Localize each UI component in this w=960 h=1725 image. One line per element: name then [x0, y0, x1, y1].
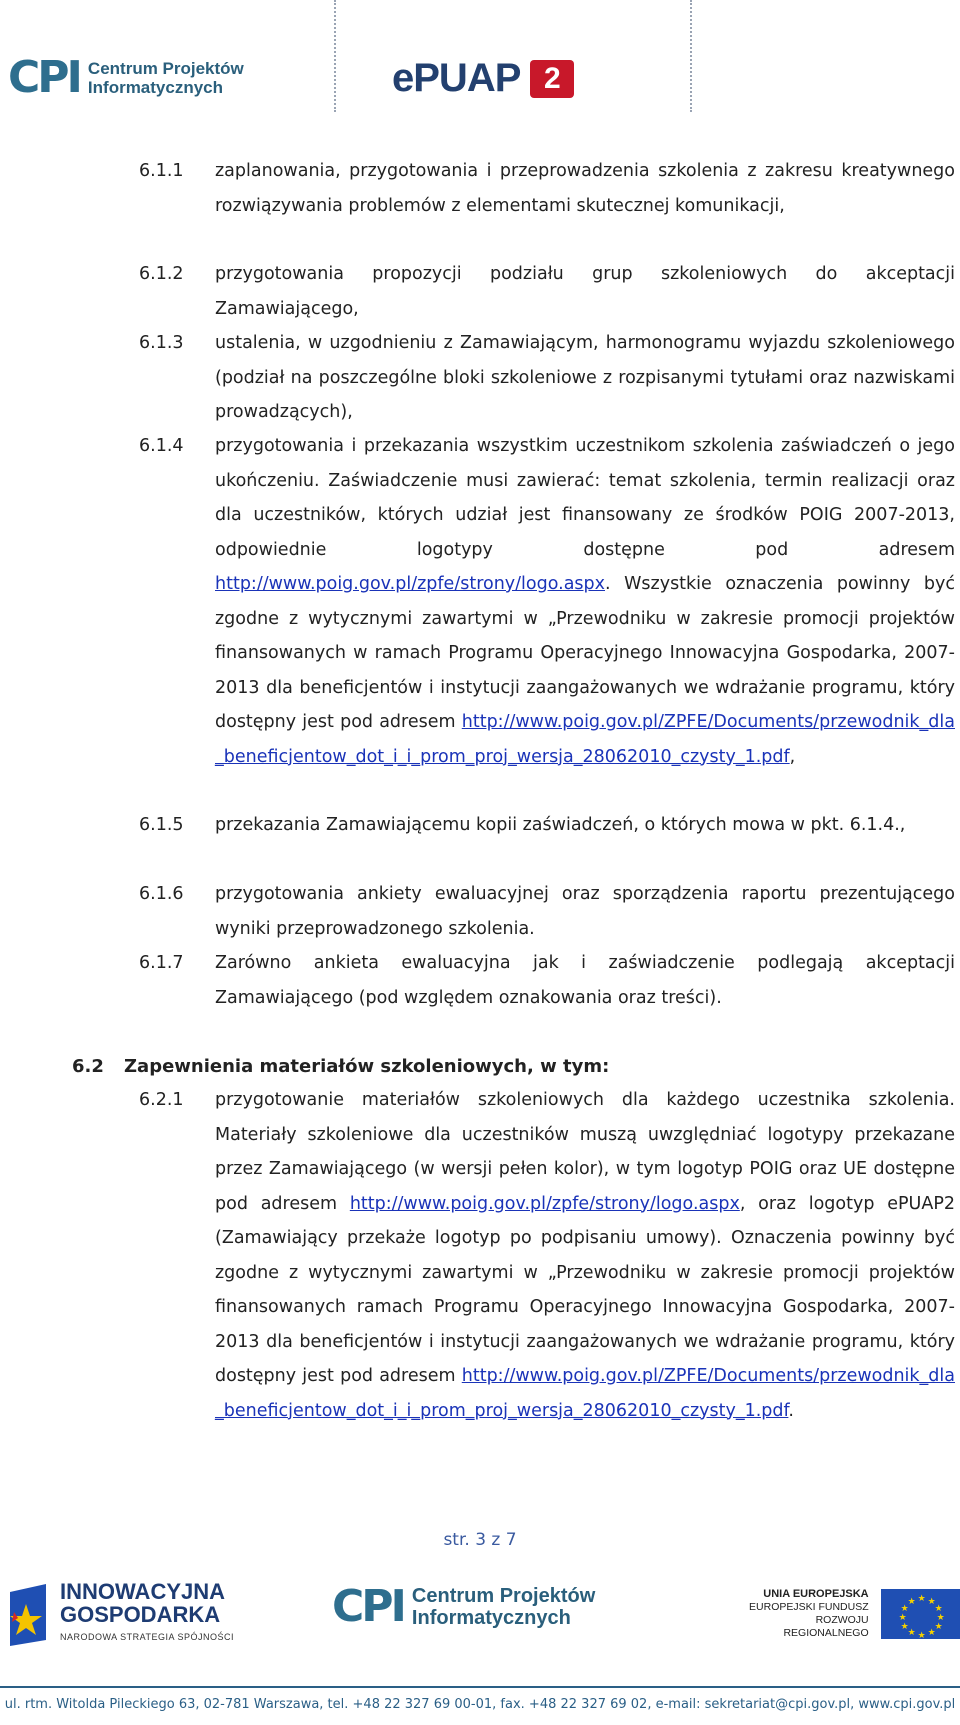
item-text-part: , oraz logotyp ePUAP2 (Zamawiający przekaże logotyp po podpisaniu umowy). Oznaczenia powinny być zgodne z wytycznymi zawartymi w „Przewodniku w zakresie promocji projektów finansowanych ramach Programu Operacyjnego Innowacyjna Gospodarka, 2007-2013 dla beneficjentów i instytucji zaangażowanych we wdrażanie programu, który dostępny jest pod adresem: [215, 1193, 956, 1386]
footer-address: ul. rtm. Witolda Pileckiego 63, 02-781 Warszawa, tel. +48 22 327 69 00-01, fax. +48 22 327 69 02, e-mail: sekretariat@cpi.gov.pl, www.cpi.gov.pl: [4, 1697, 956, 1712]
item-text: Zarówno ankieta ewaluacyjna jak i zaświadczenie podlegają akceptacji Zamawiającego (pod względem oznakowania oraz treści).: [215, 953, 955, 1008]
item-number: 6.1.4: [139, 436, 184, 456]
footer-divider: [0, 1686, 960, 1688]
item-text-part: .: [788, 1400, 794, 1421]
cpi-footer-line1: Centrum Projektów: [411, 1585, 596, 1607]
header-divider-left: [334, 0, 336, 112]
item-text: ustalenia, w uzgodnieniu z Zamawiającym, harmonogramu wyjazdu szkoleniowego (podział na poszczególne bloki szkoleniowe z rozpisanymi tytułami oraz nazwiskami prowadzących),: [215, 333, 955, 422]
innowacyjna-gospodarka-logo: [6, 1580, 234, 1649]
epuap-logo-badge: 2: [530, 60, 574, 98]
guide-link[interactable]: http://www.poig.gov.pl/ZPFE/Documents/przewodnik_dla_beneficjentow_dot_i_i_prom_proj_wersja_28062010_czysty_1.pdf: [215, 712, 955, 767]
item-text: [215, 1083, 955, 1428]
item-text: przekazania Zamawiającemu kopii zaświadczeń, o których mowa w pkt. 6.1.4.,: [215, 815, 906, 835]
item-text-part: przygotowania i przekazania wszystkim uczestnikom szkolenia zaświadczeń o jego ukończeniu. Zaświadczenie musi zawierać: temat szkolenia, termin realizacji oraz dla uczestników, których udział jest finansowany ze środków POIG 2007-2013, odpowiednie logotypy dostępne pod adresem: [215, 436, 955, 560]
item-text: przygotowania propozycji podziału grup szkoleniowych do akceptacji Zamawiającego,: [215, 264, 955, 319]
item-number: 6.1.3: [139, 333, 184, 353]
item-text-part: ,: [789, 746, 796, 767]
section-title: Zapewnienia materiałów szkoleniowych, w tym:: [124, 1056, 610, 1077]
star-flag-icon: [6, 1582, 50, 1648]
ig-line1: INNOWACYJNA: [60, 1579, 226, 1604]
ue-line3: ROZWOJU REGIONALNEGO: [783, 1614, 869, 1639]
item-text: [215, 429, 955, 774]
cpi-logo: [8, 52, 244, 103]
item-number: 6.2.1: [139, 1090, 184, 1110]
logo-link[interactable]: http://www.poig.gov.pl/zpfe/strony/logo.aspx: [215, 574, 605, 594]
epuap-logo: [392, 56, 574, 101]
item-number: 6.1.1: [139, 161, 184, 181]
section-heading: [72, 1050, 609, 1084]
guide-link[interactable]: http://www.poig.gov.pl/ZPFE/Documents/przewodnik_dla_beneficjentow_dot_i_i_prom_proj_wersja_28062010_czysty_1.pdf: [215, 1366, 955, 1421]
cpi-footer-logo: [332, 1581, 596, 1632]
cpi-logo-mark: CPI: [8, 52, 80, 103]
item-text-part: . Wszystkie oznaczenia powinny być zgodne z wytycznymi zawartymi w „Przewodniku w zakresie promocji projektów finansowanych w ramach Programu Operacyjnego Innowacyjna Gospodarka, 2007-2013 dla beneficjentów i instytucji zaangażowanych we wdrażanie programu, który dostępny jest pod adresem: [215, 574, 955, 732]
item-text: zaplanowania, przygotowania i przeprowadzenia szkolenia z zakresu kreatywnego rozwiązywania problemów z elementami skutecznej komunikacji,: [215, 161, 955, 216]
item-number: 6.1.7: [139, 953, 184, 973]
cpi-logo-line2: Informatycznych: [87, 78, 224, 97]
item-number: 6.1.5: [139, 815, 184, 835]
epuap-logo-word: ePUAP: [392, 56, 521, 100]
header-divider-right: [690, 0, 692, 112]
item-text: przygotowania ankiety ewaluacyjnej oraz sporządzenia raportu prezentującego wyniki przeprowadzonego szkolenia.: [215, 884, 955, 939]
item-number: 6.1.2: [139, 264, 184, 284]
ue-line2: EUROPEJSKI FUNDUSZ: [749, 1601, 869, 1613]
page-number: str. 3 z 7: [443, 1530, 517, 1550]
cpi-logo-line1: Centrum Projektów: [87, 59, 244, 78]
ue-line1: UNIA EUROPEJSKA: [763, 1588, 869, 1600]
logo-link[interactable]: http://www.poig.gov.pl/zpfe/strony/logo.aspx: [349, 1193, 740, 1214]
item-number: 6.1.6: [139, 884, 184, 904]
section-number: 6.2: [72, 1056, 104, 1077]
eu-flag-icon: ★ ★ ★ ★ ★ ★ ★ ★ ★ ★ ★ ★: [881, 1589, 960, 1639]
item-text-part: przygotowanie materiałów szkoleniowych dla każdego uczestnika szkolenia. Materiały szkoleniowe dla uczestników muszą uwzględniać logotypy przekazane przez Zamawiającego (w wersji pełen kolor), w tym logotyp POIG oraz UE dostępne pod adresem: [215, 1090, 955, 1214]
ue-logo: [732, 1588, 960, 1640]
ig-line2: GOSPODARKA: [60, 1602, 221, 1627]
cpi-footer-mark: CPI: [332, 1581, 404, 1632]
cpi-footer-line2: Informatycznych: [411, 1607, 571, 1629]
ig-subtitle: NARODOWA STRATEGIA SPÓJNOŚCI: [60, 1632, 235, 1642]
